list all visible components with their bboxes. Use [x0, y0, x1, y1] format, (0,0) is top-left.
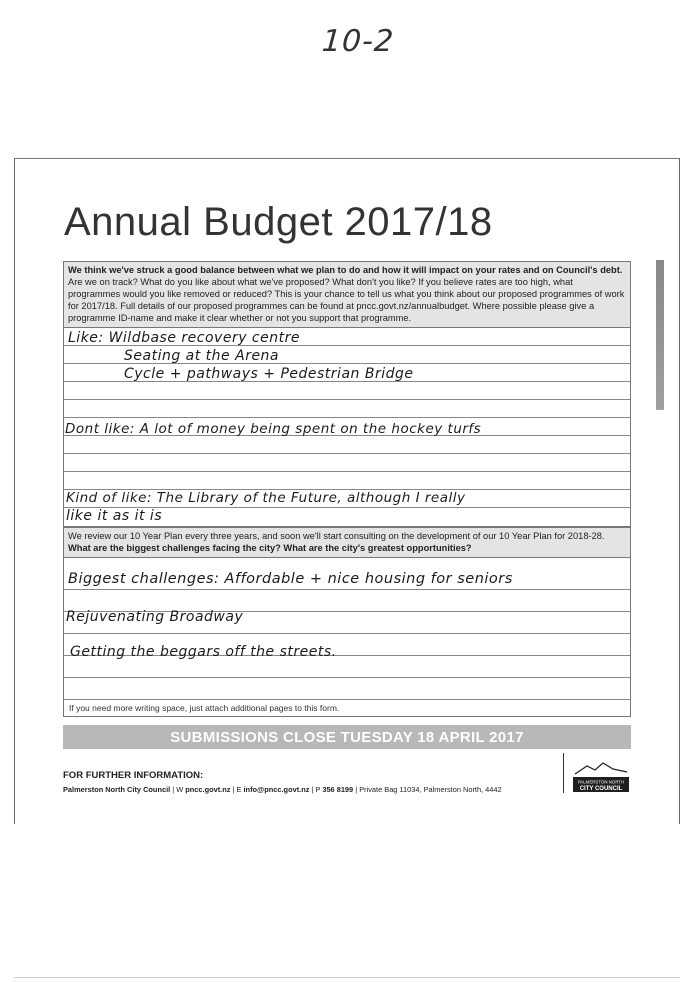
writing-line [64, 678, 630, 700]
postal-address: Private Bag 11034, Palmerston North, 4442 [359, 785, 502, 794]
section2-instructions [64, 528, 630, 558]
section1-intro-bold: We think we've struck a good balance between what we plan to do and how it will impact on your rates and on Council's debt. [68, 265, 623, 275]
handwriting-line: Kind of like: The Library of the Future, although I really [66, 490, 466, 506]
budget-feedback-section [63, 261, 631, 527]
writing-line [64, 400, 630, 418]
further-info-heading: FOR FURTHER INFORMATION: [63, 770, 204, 781]
contact-details: Palmerston North City Council | W pncc.govt.nz | E info@pncc.govt.nz | P 356 8199 | Private Bag 11034, Palmerston North, 4442 [63, 785, 502, 794]
section1-instructions [64, 262, 630, 328]
section2-intro-bold: What are the biggest challenges facing the city? What are the city's greatest opportunities? [68, 543, 472, 553]
section2-intro-text: We review our 10 Year Plan every three years, and soon we'll start consulting on the development of our 10 Year Plan for 2018-28. [68, 531, 605, 541]
page-number: 10-2 [320, 24, 396, 59]
deadline-text: SUBMISSIONS CLOSE TUESDAY 18 APRIL 2017 [170, 728, 524, 746]
email-link[interactable]: info@pncc.govt.nz [243, 785, 310, 794]
writing-line [64, 436, 630, 454]
website-link[interactable]: pncc.govt.nz [185, 785, 231, 794]
handwriting-line: Dont like: A lot of money being spent on the hockey turfs [65, 421, 482, 437]
phone-number: 356 8199 [322, 785, 354, 794]
page-bottom-rule [14, 977, 680, 978]
handwriting-line: like it as it is [66, 508, 163, 524]
council-name: Palmerston North City Council [63, 785, 171, 794]
scan-shadow [656, 260, 664, 410]
handwriting-line: Seating at the Arena [124, 348, 280, 364]
form-title: Annual Budget 2017/18 [64, 200, 493, 244]
logo-text-line2: CITY COUNCIL [579, 786, 623, 792]
handwriting-line: Rejuvenating Broadway [66, 609, 244, 625]
writing-line [64, 382, 630, 400]
extra-pages-note: If you need more writing space, just attach additional pages to this form. [69, 703, 340, 713]
writing-line [64, 472, 630, 490]
handwriting-line: Cycle + pathways + Pedestrian Bridge [124, 366, 414, 382]
submission-deadline-banner [63, 725, 631, 749]
section1-intro-text: Are we on track? What do you like about what we've proposed? What don't you like? If you believe rates are too high, what programmes would you like removed or reduced? This is your chance to tell us what you think about our proposed programmes of work for 2017/18. Full details of our proposed programmes can be found at pncc.govt.nz/annualbudget. Where possible please give a programme ID-name and make it clear whether or not you support that programme. [68, 277, 625, 323]
section2-writing-lines[interactable] [64, 568, 630, 700]
handwriting-line: Getting the beggars off the streets. [70, 644, 337, 660]
writing-line [64, 454, 630, 472]
council-logo [573, 758, 629, 792]
handwriting-line: Biggest challenges: Affordable + nice housing for seniors [68, 571, 513, 587]
logo-divider [563, 753, 564, 793]
logo-text-line1: PALMERSTON NORTH [577, 779, 625, 785]
handwriting-line: Like: Wildbase recovery centre [68, 330, 300, 346]
